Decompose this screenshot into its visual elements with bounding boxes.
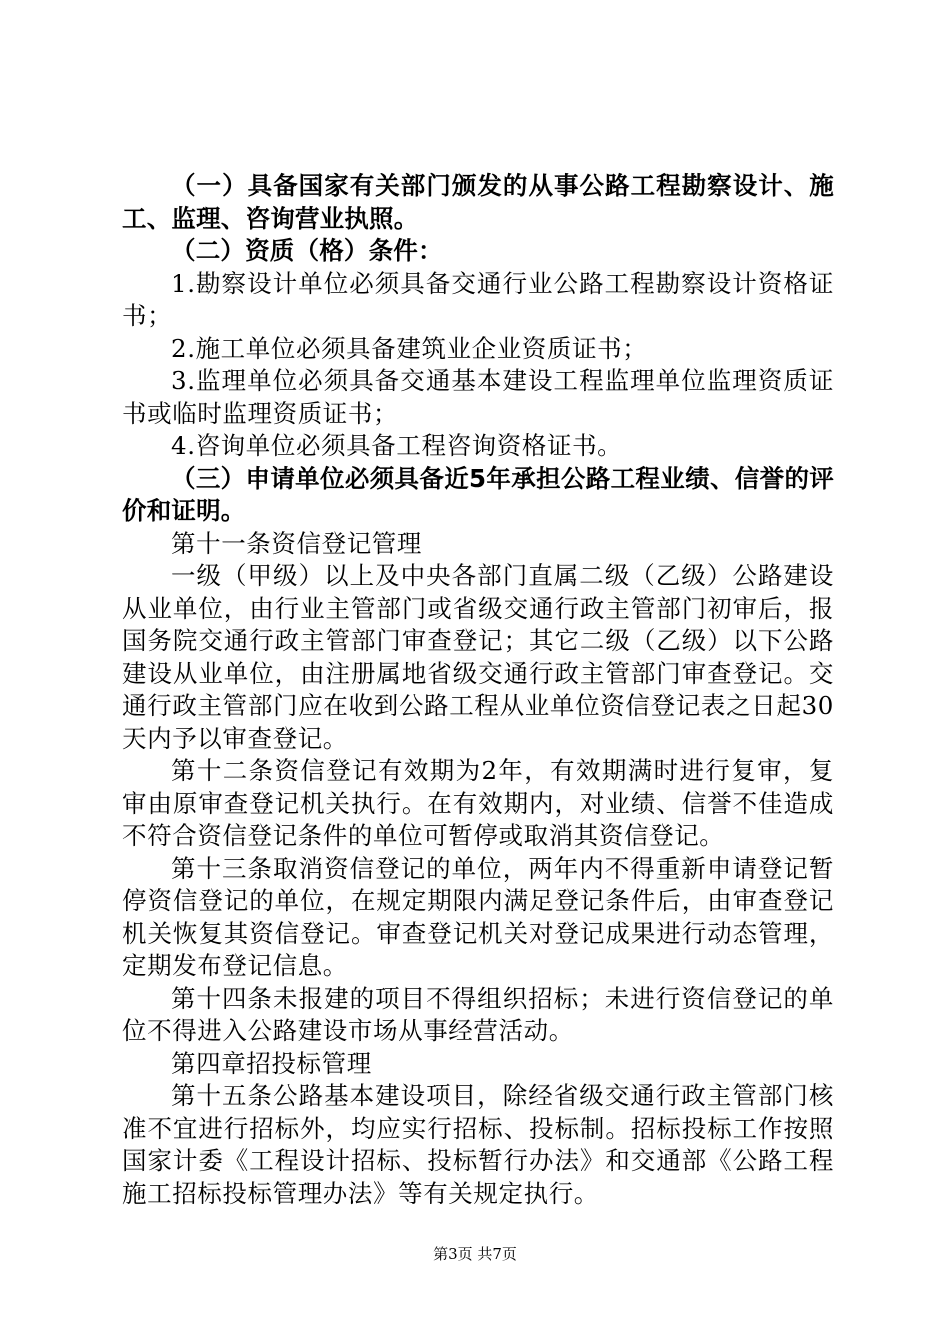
chapter-4-heading: 第四章招投标管理: [171, 1048, 372, 1078]
article-15: 第十五条公路基本建设项目，除经省级交通行政主管部门核准不宜进行招标外，均应实行招标、投标制。招标投标工作按照国家计委《工程设计招标、投标暂行办法》和交通部《公路工程施工招标投标管理办法》等有关规定执行。: [122, 1081, 834, 1208]
clause-item-3: （三）申请单位必须具备近5年承担公路工程业绩、信誉的评价和证明。: [122, 463, 834, 525]
article-12: 第十二条资信登记有效期为2年，有效期满时进行复审，复审由原审查登记机关执行。在有效期内，对业绩、信誉不佳造成不符合资信登记条件的单位可暂停或取消其资信登记。: [122, 756, 834, 850]
sub-item-construction: 2.施工单位必须具备建筑业企业资质证书；: [171, 333, 648, 363]
article-13: 第十三条取消资信登记的单位，两年内不得重新申请登记暂停资信登记的单位，在规定期限内满足登记条件后，由审查登记机关恢复其资信登记。审查登记机关对登记成果进行动态管理，定期发布登记信息。: [122, 853, 834, 980]
article-11-body: 一级（甲级）以上及中央各部门直属二级（乙级）公路建设从业单位，由行业主管部门或省级交通行政主管部门初审后，报国务院交通行政主管部门审查登记；其它二级（乙级）以下公路建设从业单位，由注册属地省级交通行政主管部门审查登记。交通行政主管部门应在收到公路工程从业单位资信登记表之日起30天内予以审查登记。: [122, 561, 834, 753]
sub-item-survey-design: 1.勘察设计单位必须具备交通行业公路工程勘察设计资格证书；: [122, 268, 834, 330]
clause-item-2-heading: （二）资质（格）条件：: [171, 236, 443, 265]
page-number-footer: 第3页 共7页: [433, 1245, 517, 1263]
article-14: 第十四条未报建的项目不得组织招标；未进行资信登记的单位不得进入公路建设市场从事经营活动。: [122, 983, 834, 1045]
clause-item-1: （一）具备国家有关部门颁发的从事公路工程勘察设计、施工、监理、咨询营业执照。: [122, 171, 834, 233]
document-body: [122, 170, 834, 1210]
article-11-heading: 第十一条资信登记管理: [171, 528, 422, 558]
sub-item-consulting: 4.咨询单位必须具备工程咨询资格证书。: [171, 431, 623, 460]
sub-item-supervision: 3.监理单位必须具备交通基本建设工程监理单位监理资质证书或临时监理资质证书；: [122, 366, 834, 428]
